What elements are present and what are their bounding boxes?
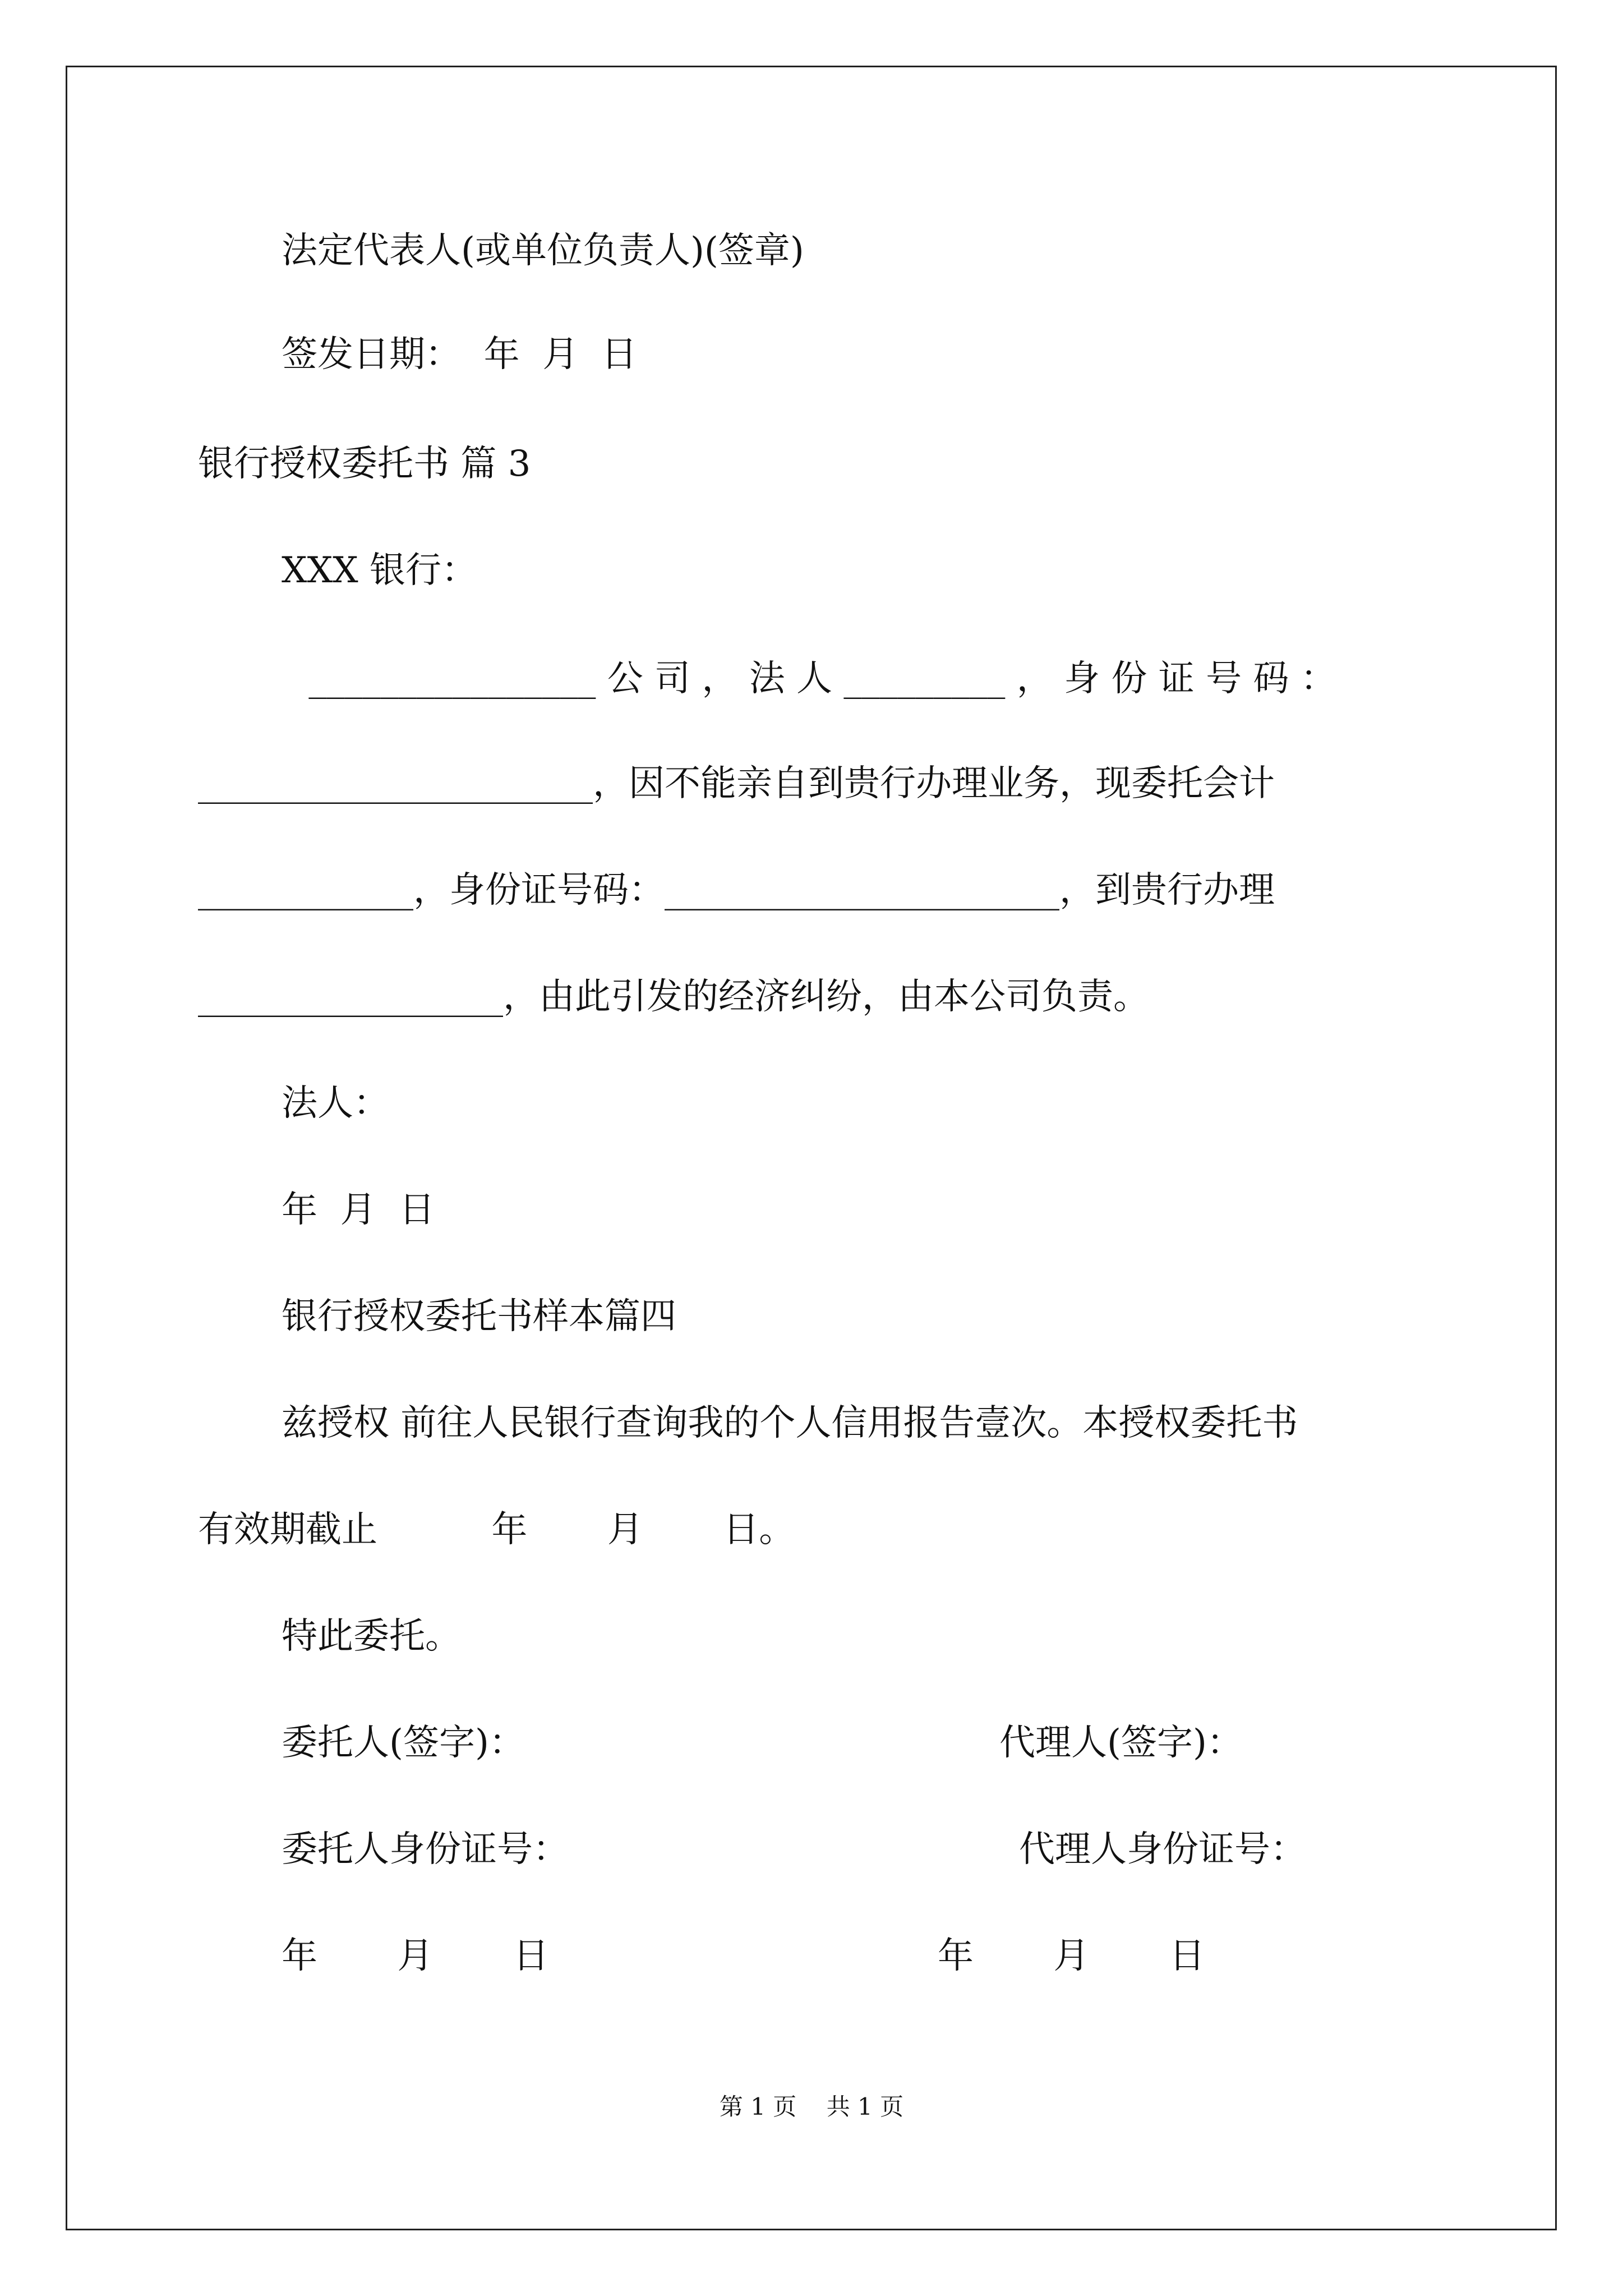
agent-date-line: 年 月 日 xyxy=(938,1935,1205,1977)
section-title-3: 银行授权委托书 篇 3 xyxy=(198,443,531,485)
closing-line: 特此委托。 xyxy=(282,1616,461,1657)
principal-date-line: 年 月 日 xyxy=(282,1935,549,1977)
principal-signature-label: 委托人(签字)： xyxy=(282,1722,525,1764)
section-title-4: 银行授权委托书样本篇四 xyxy=(282,1296,676,1337)
legal-rep-seal-line: 法定代表人(或单位负责人)(签章) xyxy=(282,230,804,272)
legal-person-line: 法人： xyxy=(282,1083,389,1124)
principal-id-label: 委托人身份证号： xyxy=(282,1829,569,1870)
agent-signature-label: 代理人(签字)： xyxy=(999,1722,1243,1764)
body-line-4: _________________，由此引发的经济纠纷，由本公司负责。 xyxy=(198,976,1149,1018)
body-line-2: ______________________，因不能亲自到贵行办理业务，现委托会计 xyxy=(198,763,1275,804)
date-line: 年 月 日 xyxy=(282,1189,435,1231)
company-info-line: ________________ 公 司 ， 法 人 _________ ， 身 份 证 号 码 ： xyxy=(297,658,1336,700)
agent-id-label: 代理人身份证号： xyxy=(1019,1829,1306,1870)
issue-date-line: 签发日期： 年 月 日 xyxy=(282,334,638,375)
page-frame xyxy=(66,66,1557,2230)
authorization-line-2: 有效期截止 年 月 日。 xyxy=(198,1509,795,1550)
page-footer: 第 1 页 共 1 页 xyxy=(719,2093,904,2120)
authorization-line-1: 兹授权 前往人民银行查询我的个人信用报告壹次。本授权委托书 xyxy=(282,1402,1298,1444)
addressee-line: XXX 银行： xyxy=(282,550,478,591)
body-line-3: ____________，身份证号码：______________________，到贵行办理 xyxy=(198,869,1275,911)
